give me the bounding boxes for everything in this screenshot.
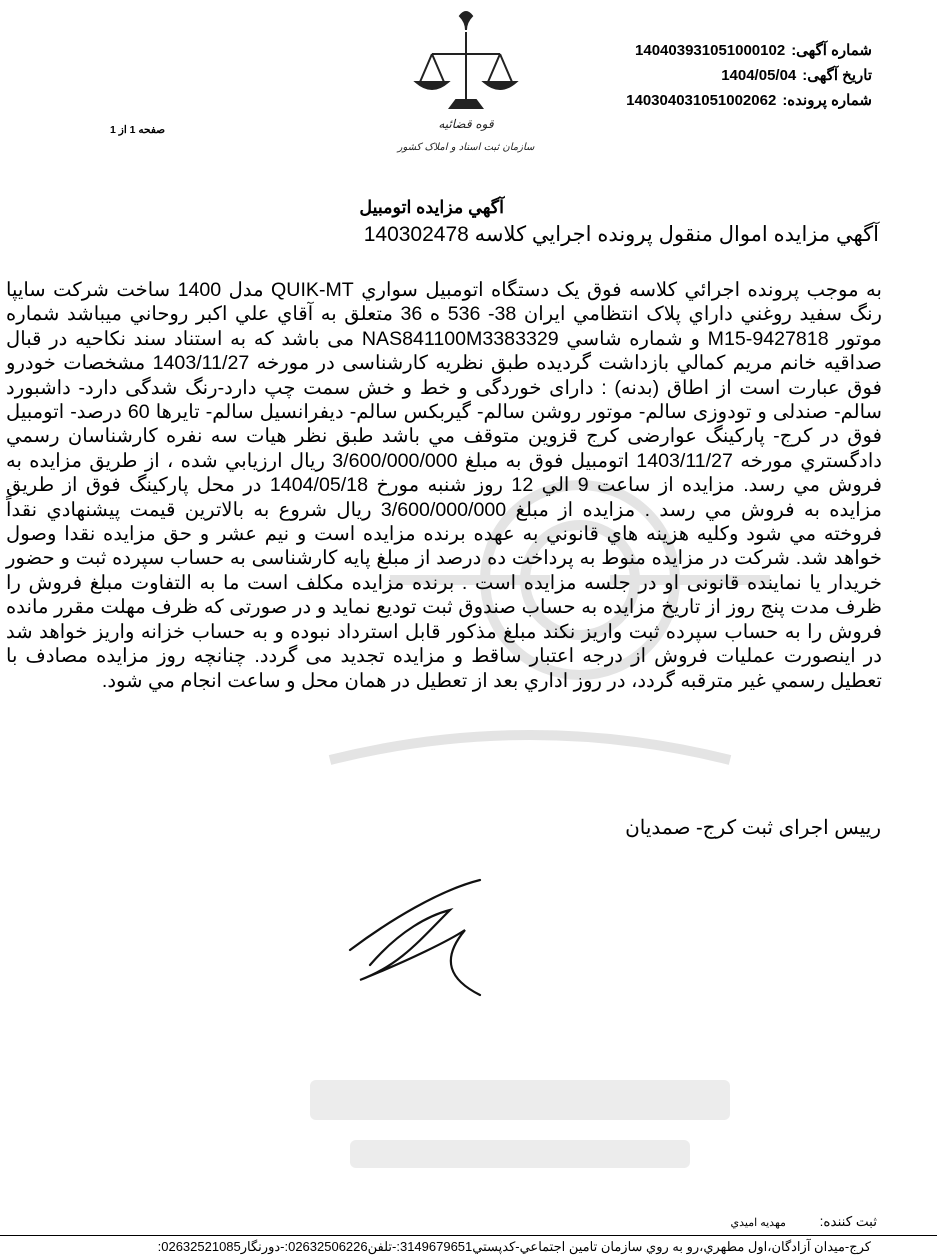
ad-date-label: تاریخ آگهی:	[802, 67, 872, 84]
registrar	[731, 1214, 878, 1230]
ad-date-value: 1404/05/04	[721, 67, 797, 84]
registrar-name: مهديه اميدي	[730, 1217, 786, 1229]
ad-metadata	[626, 38, 872, 113]
handwritten-signature	[330, 870, 510, 1010]
ad-date-row	[626, 63, 872, 88]
case-number-value: 140304031051002062	[626, 92, 777, 109]
registrar-label: ثبت کننده:	[819, 1214, 877, 1229]
emblem-line1: قوه قضائيه	[438, 117, 494, 131]
ad-number-value: 140403931051000102	[635, 42, 786, 59]
signatory-title: رييس اجرای ثبت کرج- صمديان	[625, 817, 881, 839]
auction-body-text: به موجب پرونده اجرائي کلاسه فوق يک دستگاه اتومبيل سواري QUIK-MT مدل 1400 ساخت شرکت سايپا رنگ سفيد روغني داراي پلاک انتظامي ايران 38- 536 ه 36 متعلق به آقاي علي اکبر روحاني ميباشد شماره موتور M15-9427818 و شماره شاسي NAS841100M3383329 می باشد که به استناد سند نکاحيه در قبال صداقيه خانم مريم کمالي بازداشت گرديده طبق نظريه کارشناسی در مورخه 1403/11/27 مشخصات خودرو فوق عبارت است از اطاق (بدنه) : دارای خوردگی و خط و خش سمت چپ دارد-رنگ شدگی دارد- داشبورد سالم- صندلی و تودوزی سالم- موتور روشن سالم- گيربکس سالم- ديفرانسيل سالم- تايرها 60 درصد- اتومبيل فوق در کرج- پارکينگ عوارضی کرج قزوين متوقف مي باشد طبق نظر هيات سه نفره کارشناسان رسمي دادگستري مورخه 1403/11/27 اتومبيل فوق به مبلغ 3/600/000/000 ريال ارزيابي شده ، از طريق مزايده به فروش مي رسد. مزايده از ساعت 9 الي 12 روز شنبه مورخ 1404/05/18 در محل پارکينگ فوق از طريق مزايده به فروش مي رسد . مزايده از مبلغ 3/600/000/000 ريال شروع به بالاترين قيمت پيشنهادي نقداً فروخته مي شود وکليه هزينه هاي قانوني به عهده برنده مزايده است و نيم عشر و حق مزايده نقدا وصول خواهد شد. شرکت در مزايده منوط به پرداخت ده درصد از مبلغ پايه کارشناسی به حساب سپرده ثبت و حضور خريدار يا نماينده قانونی او در جلسه مزايده است . برنده مزايده مکلف است ما به التفاوت مبلغ فروش را ظرف مدت پنج روز از تاريخ مزايده به حساب صندوق ثبت توديع نمايد و در صورتی که ظرف مهلت مقرر مانده فروش را به حساب سپرده ثبت واريز نکند مبلغ مذکور قابل استرداد نبوده و به حساب خزانه واريز خواهد شد در اينصورت عمليات فروش از درجه اعتبار ساقط و مزايده تجديد می گردد. چنانچه روز مزايده مصادف با تعطيل رسمي غير مترقبه گردد، در روز اداري بعد از تعطيل در همان محل و ساعت انجام مي شود.	[6, 279, 883, 692]
page-subtitle: آگهي مزايده اموال منقول پرونده اجرايي کلاسه 140302478	[363, 223, 879, 246]
ad-number-label: شماره آگهی:	[791, 42, 872, 59]
footer-divider	[0, 1235, 937, 1236]
case-number-row	[626, 88, 872, 113]
page-title: آگهي مزايده اتومبيل	[359, 197, 504, 217]
footer-contact: کرج-ميدان آزادگان،اول مطهري،رو به روي سازمان تامين اجتماعي-کدپستي3149679651:-تلفن02632506226:-دورنگار02632521085:	[157, 1239, 871, 1254]
ad-number-row	[626, 38, 872, 63]
case-number-label: شماره پرونده:	[782, 92, 872, 109]
judiciary-emblem-icon	[380, 4, 555, 164]
emblem-line2: سازمان ثبت اسناد و املاک کشور	[397, 142, 535, 153]
page-indicator: صفحه 1 از 1	[110, 124, 166, 136]
